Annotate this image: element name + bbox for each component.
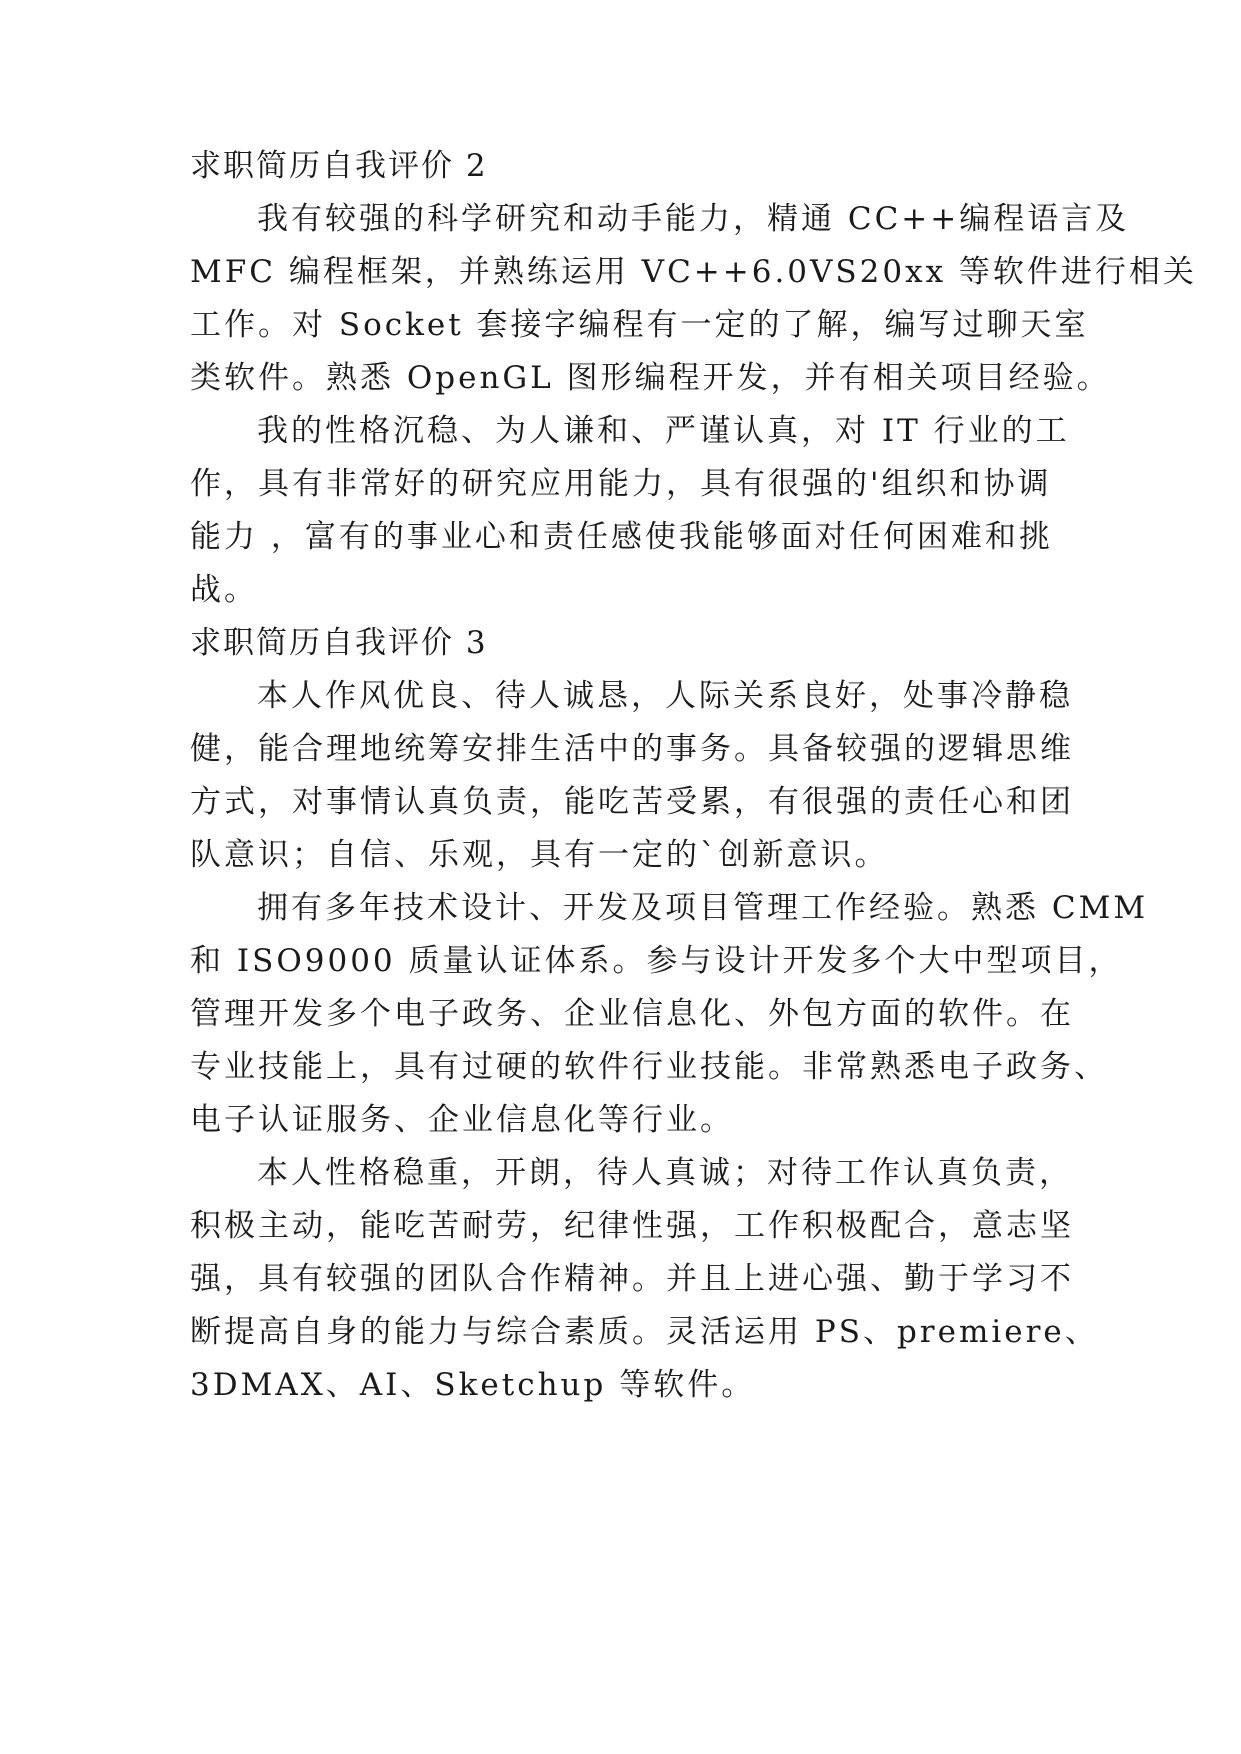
paragraph-line: 我的性格沉稳、为人谦和、严谨认真，对 IT 行业的工 bbox=[257, 413, 1070, 449]
paragraph-line: 我有较强的科学研究和动手能力，精通 CC++编程语言及 bbox=[257, 201, 1130, 237]
paragraph-line: 作，具有非常好的研究应用能力，具有很强的'组织和协调 bbox=[190, 466, 1052, 502]
paragraph-line: 本人作风优良、待人诚恳，人际关系良好，处事冷静稳 bbox=[257, 678, 1073, 714]
paragraph-line: 积极主动，能吃苦耐劳，纪律性强，工作积极配合，意志坚 bbox=[190, 1208, 1074, 1244]
paragraph-line: 方式，对事情认真负责，能吃苦受累，有很强的责任心和团 bbox=[190, 784, 1074, 820]
paragraph-line: 队意识；自信、乐观，具有一定的`创新意识。 bbox=[190, 837, 889, 873]
paragraph-line: 断提高自身的能力与综合素质。灵活运用 PS、premiere、 bbox=[190, 1314, 1099, 1350]
paragraph-line: 健，能合理地统筹安排生活中的事务。具备较强的逻辑思维 bbox=[190, 731, 1074, 767]
paragraph-line: 强，具有较强的团队合作精神。并且上进心强、勤于学习不 bbox=[190, 1261, 1074, 1297]
paragraph-line: 工作。对 Socket 套接字编程有一定的了解，编写过聊天室 bbox=[190, 307, 1089, 343]
section-title: 求职简历自我评价 3 bbox=[190, 625, 488, 661]
paragraph-line: 战。 bbox=[190, 572, 258, 608]
paragraph-line: 拥有多年技术设计、开发及项目管理工作经验。熟悉 CMM bbox=[257, 890, 1149, 926]
paragraph-line: 专业技能上，具有过硬的软件行业技能。非常熟悉电子政务、 bbox=[190, 1049, 1108, 1085]
paragraph-line: 本人性格稳重，开朗，待人真诚；对待工作认真负责， bbox=[257, 1155, 1073, 1191]
paragraph-line: 和 ISO9000 质量认证体系。参与设计开发多个大中型项目， bbox=[190, 943, 1123, 979]
paragraph-line: 类软件。熟悉 OpenGL 图形编程开发，并有相关项目经验。 bbox=[190, 360, 1111, 396]
paragraph-line: MFC 编程框架，并熟练运用 VC++6.0VS20xx 等软件进行相关 bbox=[190, 254, 1197, 290]
section-title: 求职简历自我评价 2 bbox=[190, 148, 488, 184]
paragraph-line: 电子认证服务、企业信息化等行业。 bbox=[190, 1102, 734, 1138]
paragraph-line: 管理开发多个电子政务、企业信息化、外包方面的软件。在 bbox=[190, 996, 1074, 1032]
paragraph-line: 能力 ，富有的事业心和责任感使我能够面对任何困难和挑 bbox=[190, 519, 1053, 555]
paragraph-line: 3DMAX、AI、Sketchup 等软件。 bbox=[190, 1367, 756, 1403]
